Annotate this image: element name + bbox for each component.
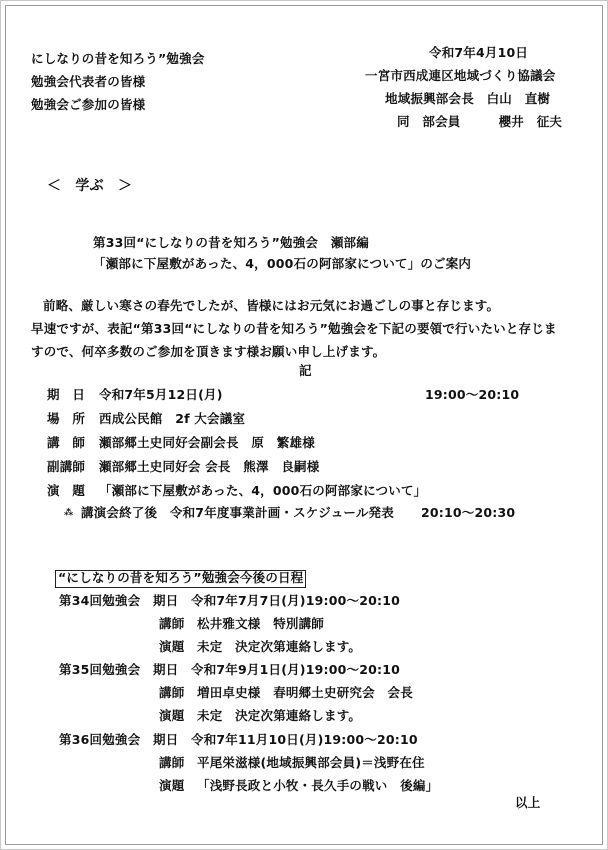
session-topic: 未定 決定次第連絡します。 bbox=[197, 639, 362, 654]
session-name: 第36回勉強会 bbox=[59, 732, 141, 747]
body-text: すので、何卒多数のご参加を頂きます様お願い申し上げます。 bbox=[31, 344, 386, 359]
body-text: 前略、厳しい寒さの春先でしたが、皆様にはお元気にお過ごしの事と存じます。 bbox=[43, 298, 500, 313]
place-label: 場 所 bbox=[47, 411, 86, 426]
sender-organization: 一宮市西成連区地域づくり協議会 bbox=[365, 68, 556, 83]
session-date-label: 期日 bbox=[153, 662, 179, 677]
body-text: 早速ですが、表記“第33回“にしなりの昔を知ろう”勉強会を下記の要領で行いたいと存じま bbox=[31, 321, 557, 336]
after-event-value: 講演会終了後 令和7年度事業計画・スケジュール発表 bbox=[81, 505, 394, 520]
session-lecturer-label: 講師 bbox=[159, 685, 185, 700]
title-line: 「瀬部に下屋敷があった、4，000石の阿部家について」のご案内 bbox=[93, 256, 472, 271]
session-lecturer-label: 講師 bbox=[159, 616, 185, 631]
session-date: 令和7年11月10日(月)19:00～20:10 bbox=[191, 732, 418, 747]
closing-mark: 以上 bbox=[515, 795, 541, 810]
sub-lecturer-label: 副講師 bbox=[47, 459, 86, 474]
schedule-header: “にしなりの昔を知ろう”勉強会今後の日程 bbox=[55, 570, 306, 588]
after-event-time: 20:10～20:30 bbox=[421, 505, 516, 520]
recipient-line: にしなりの昔を知ろう”勉強会 bbox=[31, 51, 205, 66]
lecturer-value: 瀬部郷土史同好会副会長 原 繁雄様 bbox=[99, 435, 315, 450]
session-name: 第35回勉強会 bbox=[59, 662, 141, 677]
session-date-label: 期日 bbox=[153, 732, 179, 747]
session-topic-label: 演題 bbox=[159, 708, 185, 723]
issue-date: 令和7年4月10日 bbox=[429, 45, 529, 60]
sender-member: 同 部会員 櫻井 征夫 bbox=[397, 114, 563, 129]
date-label: 期 日 bbox=[47, 387, 86, 402]
session-lecturer-label: 講師 bbox=[159, 755, 185, 770]
session-name: 第34回勉強会 bbox=[59, 593, 141, 608]
asterism-icon: ⁂ bbox=[64, 508, 74, 518]
session-topic-label: 演題 bbox=[159, 778, 185, 793]
recipient-line: 勉強会代表者の皆様 bbox=[31, 74, 146, 89]
session-lecturer: 増田卓史様 春明郷土史研究会 会長 bbox=[197, 685, 413, 700]
topic-label: 演 題 bbox=[47, 483, 86, 498]
topic-value: 「瀬部に下屋敷があった、4，000石の阿部家について」 bbox=[99, 483, 427, 498]
session-topic-label: 演題 bbox=[159, 639, 185, 654]
date-time: 19:00～20:10 bbox=[425, 387, 520, 402]
ki-mark: 記 bbox=[299, 363, 312, 378]
sender-name: 地域振興部会長 白山 直樹 bbox=[385, 91, 551, 106]
session-lecturer: 平尾栄滋様(地域振興部会員)＝浅野在住 bbox=[197, 755, 425, 770]
place-value: 西成公民館 2f 大会議室 bbox=[99, 411, 246, 426]
session-topic: 未定 決定次第連絡します。 bbox=[197, 708, 362, 723]
session-date: 令和7年9月1日(月)19:00～20:10 bbox=[191, 662, 400, 677]
sub-lecturer-value: 瀬部郷土史同好会 会長 熊澤 良嗣様 bbox=[99, 459, 320, 474]
session-date: 令和7年7月7日(月)19:00～20:10 bbox=[191, 593, 400, 608]
date-value: 令和7年5月12日(月) bbox=[99, 387, 223, 402]
session-date-label: 期日 bbox=[153, 593, 179, 608]
session-lecturer: 松井雅文様 特別講師 bbox=[197, 616, 325, 631]
session-topic: 「浅野長政と小牧・長久手の戦い 後編」 bbox=[197, 778, 439, 793]
title-line: 第33回“にしなりの昔を知ろう”勉強会 瀬部編 bbox=[93, 235, 369, 250]
recipient-line: 勉強会ご参加の皆様 bbox=[31, 97, 146, 112]
lecturer-label: 講 師 bbox=[47, 435, 86, 450]
section-heading: ＜ 学ぶ ＞ bbox=[47, 178, 133, 194]
